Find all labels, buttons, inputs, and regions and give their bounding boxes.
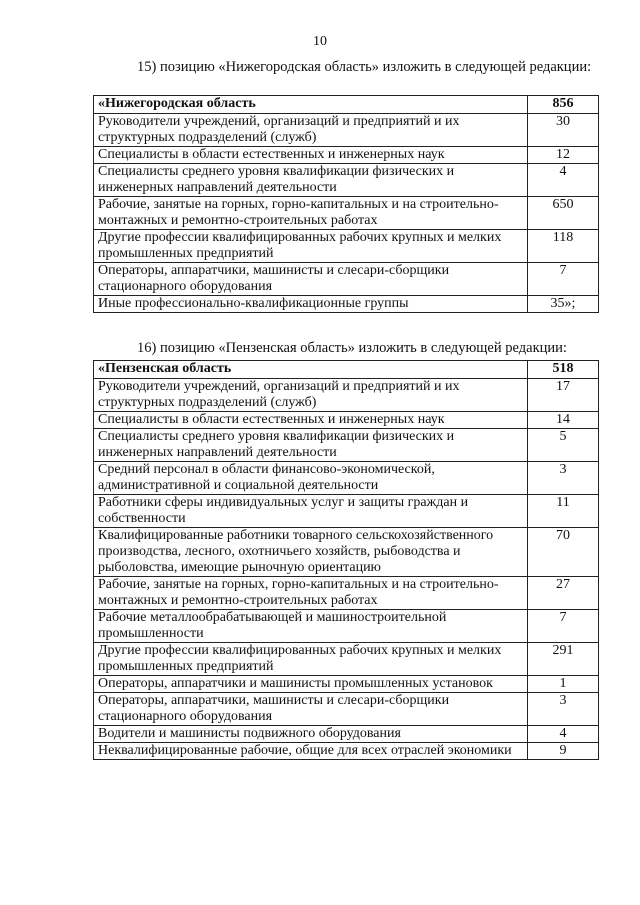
row-value: 17 [528,379,599,412]
row-label: Специалисты среднего уровня квалификации физических и инженерных направлений деятельности [94,164,528,197]
row-value: 118 [528,230,599,263]
row-label: Неквалифицированные рабочие, общие для всех отраслей экономики [94,743,528,760]
table-row [94,296,599,313]
row-value: 12 [528,147,599,164]
row-value: 70 [528,528,599,577]
table-row [94,379,599,412]
row-label: Работники сферы индивидуальных услуг и защиты граждан и собственности [94,495,528,528]
table-row [94,726,599,743]
row-value: 4 [528,164,599,197]
row-value: 11 [528,495,599,528]
row-value: 650 [528,197,599,230]
row-label: Другие профессии квалифицированных рабочих крупных и мелких промышленных предприятий [94,230,528,263]
row-label: Средний персонал в области финансово-экономической, административной и социальной деятельности [94,462,528,495]
row-label: Рабочие, занятые на горных, горно-капитальных и на строительно-монтажных и ремонтно-строительных работах [94,577,528,610]
row-value: 3 [528,693,599,726]
row-label: Другие профессии квалифицированных рабочих крупных и мелких промышленных предприятий [94,643,528,676]
region-total: 856 [528,96,599,114]
row-value: 30 [528,114,599,147]
row-label: Специалисты в области естественных и инженерных наук [94,412,528,429]
section-16-intro: 16) позицию «Пензенская область» изложить в следующей редакции: [137,340,567,356]
region-name: «Нижегородская область [94,96,528,114]
row-label: Специалисты в области естественных и инженерных наук [94,147,528,164]
table-row [94,676,599,693]
region-name: «Пензенская область [94,361,528,379]
section-15-intro: 15) позицию «Нижегородская область» изложить в следующей редакции: [137,59,592,75]
table-row [94,643,599,676]
row-value: 9 [528,743,599,760]
table-row [94,743,599,760]
table-row [94,693,599,726]
table-row [94,462,599,495]
table-row [94,528,599,577]
row-label: Иные профессионально-квалификационные группы [94,296,528,313]
table-row [94,197,599,230]
row-value: 14 [528,412,599,429]
row-label: Квалифицированные работники товарного сельскохозяйственного производства, лесного, охотничьего хозяйств, рыбоводства и рыболовства, имеющие рыночную ориентацию [94,528,528,577]
table-header-row [94,361,599,379]
row-value: 291 [528,643,599,676]
row-label: Специалисты среднего уровня квалификации физических и инженерных направлений деятельности [94,429,528,462]
row-value: 1 [528,676,599,693]
row-value: 4 [528,726,599,743]
row-label: Операторы, аппаратчики, машинисты и слесари-сборщики стационарного оборудования [94,693,528,726]
row-label: Рабочие металлообрабатывающей и машиностроительной промышленности [94,610,528,643]
table-row [94,147,599,164]
row-value: 27 [528,577,599,610]
row-label: Рабочие, занятые на горных, горно-капитальных и на строительно-монтажных и ремонтно-строительных работах [94,197,528,230]
row-value: 35»; [528,296,599,313]
table-row [94,164,599,197]
row-label: Операторы, аппаратчики и машинисты промышленных установок [94,676,528,693]
region-total: 518 [528,361,599,379]
penza-table [93,360,599,760]
table-header-row [94,96,599,114]
row-label: Руководители учреждений, организаций и предприятий и их структурных подразделений (служб) [94,379,528,412]
page-number: 10 [313,34,327,49]
nizhny-novgorod-table [93,95,599,313]
row-label: Водители и машинисты подвижного оборудования [94,726,528,743]
row-label: Операторы, аппаратчики, машинисты и слесари-сборщики стационарного оборудования [94,263,528,296]
table-row [94,114,599,147]
row-value: 7 [528,263,599,296]
row-label: Руководители учреждений, организаций и предприятий и их структурных подразделений (служб) [94,114,528,147]
table-row [94,263,599,296]
table-row [94,610,599,643]
table-row [94,412,599,429]
row-value: 7 [528,610,599,643]
row-value: 3 [528,462,599,495]
row-value: 5 [528,429,599,462]
table-row [94,577,599,610]
table-row [94,429,599,462]
table-row [94,230,599,263]
table-row [94,495,599,528]
